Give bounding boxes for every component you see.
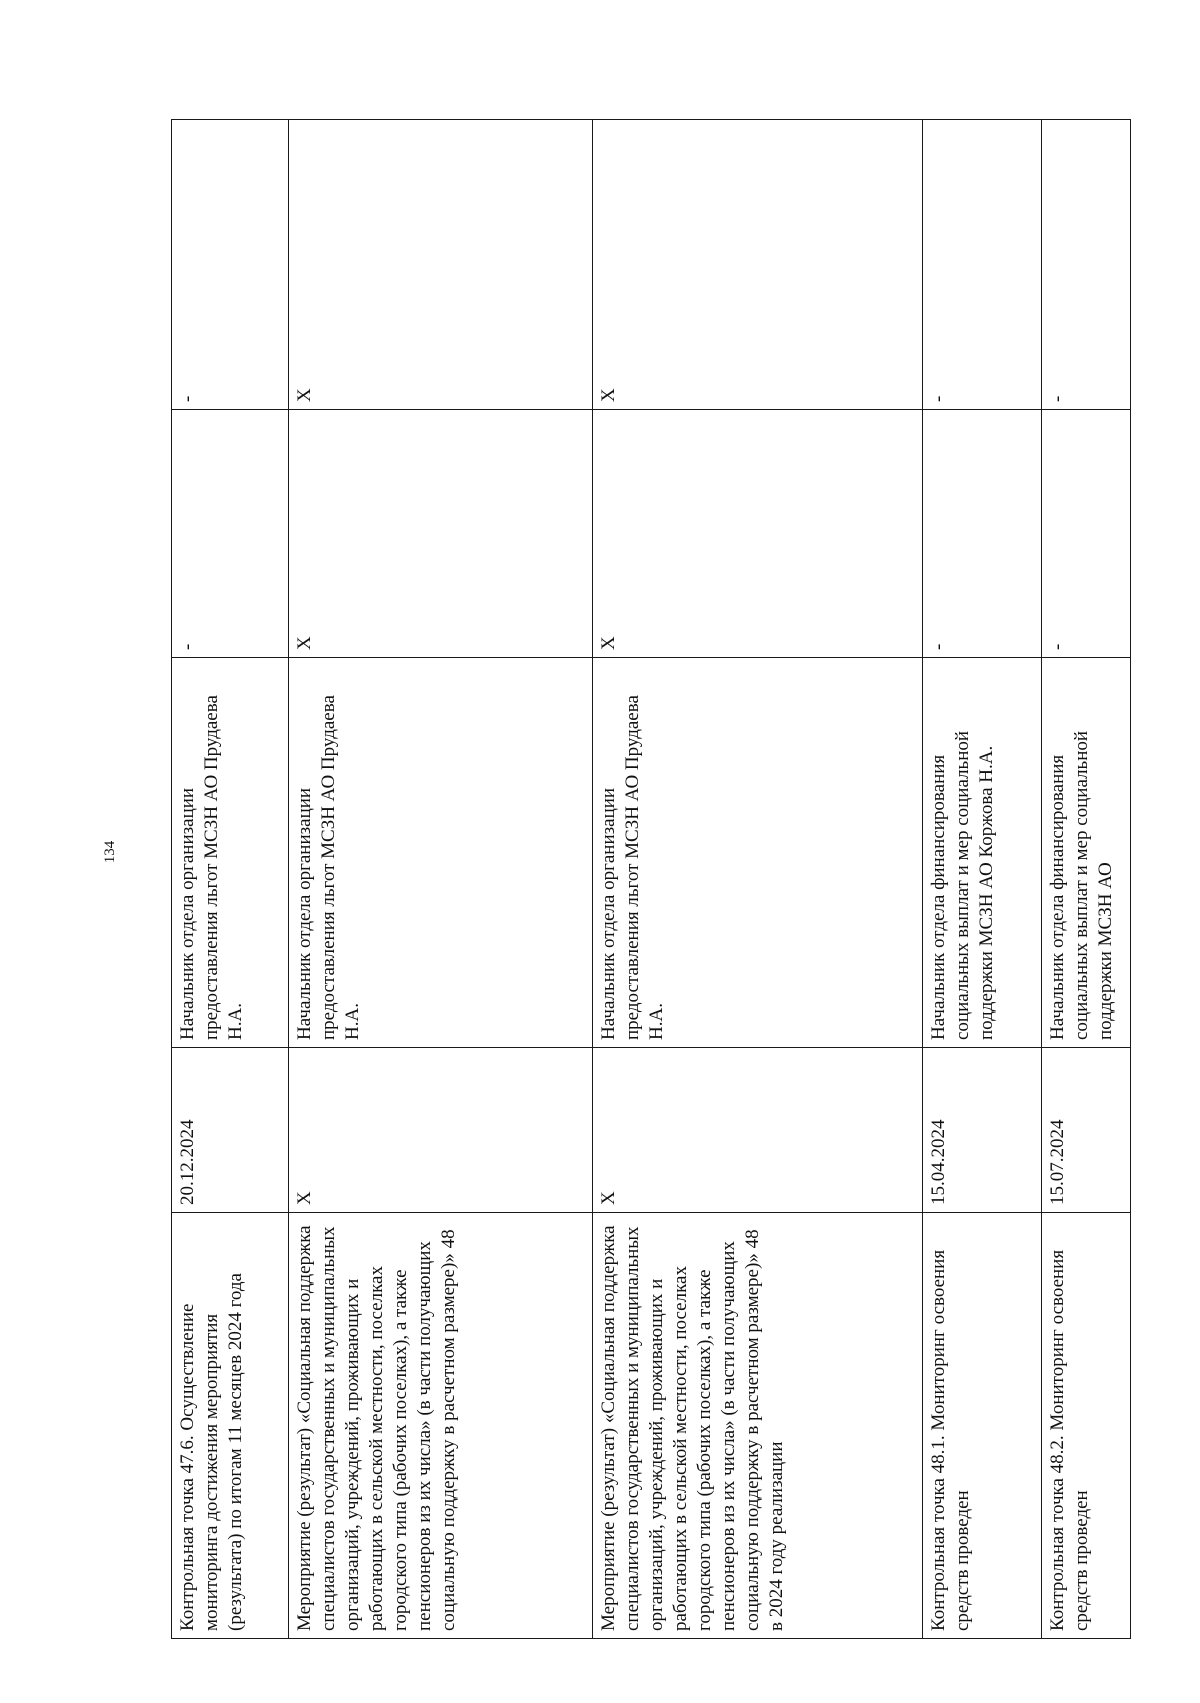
mark-cell: - <box>922 120 1041 410</box>
event-title-cell: Контрольная точка 47.6. Осуществление мониторинга достижения мероприятия (результата) по итогам 11 месяцев 2024 года <box>172 1213 289 1639</box>
table-row <box>922 120 1041 1639</box>
event-title-cell: Мероприятие (результат) «Социальная поддержка специалистов государственных и муниципальных организаций, учреждений, проживающих и работающих в сельской местности, поселках городского типа (рабочих поселках), а также пенсионеров из их числа» (в части получающих социальную поддержку в расчетном размере)» 48 <box>289 1213 593 1639</box>
event-title-cell: Контрольная точка 48.2. Мониторинг освоения средств проведен <box>1042 1213 1131 1639</box>
date-cell: 15.04.2024 <box>922 1048 1041 1213</box>
responsible-cell: Начальник отдела организации предоставления льгот МСЗН АО Прудаева Н.А. <box>289 658 593 1048</box>
mark-cell: - <box>1042 410 1131 658</box>
mark-cell: X <box>592 410 922 658</box>
mark-cell: - <box>922 410 1041 658</box>
date-cell: X <box>289 1048 593 1213</box>
page-number: 134 <box>102 840 118 864</box>
event-title-cell: Мероприятие (результат) «Социальная поддержка специалистов государственных и муниципальных организаций, учреждений, проживающих и работающих в сельской местности, поселках городского типа (рабочих поселках), а также пенсионеров из их числа» (в части получающих социальную поддержку в расчетном размере)» 48 в 2024 году реализации <box>592 1213 922 1639</box>
table-row <box>172 120 289 1639</box>
table-container <box>171 120 1131 1639</box>
responsible-cell: Начальник отдела финансирования социальных выплат и мер социальной поддержки МСЗН АО Коржова Н.А. <box>922 658 1041 1048</box>
date-cell: 20.12.2024 <box>172 1048 289 1213</box>
event-title-cell: Контрольная точка 48.1. Мониторинг освоения средств проведен <box>922 1213 1041 1639</box>
date-cell: 15.07.2024 <box>1042 1048 1131 1213</box>
responsible-cell: Начальник отдела организации предоставления льгот МСЗН АО Прудаева Н.А. <box>172 658 289 1048</box>
responsible-cell: Начальник отдела финансирования социальных выплат и мер социальной поддержки МСЗН АО <box>1042 658 1131 1048</box>
table-row <box>289 120 593 1639</box>
responsible-cell: Начальник отдела организации предоставления льгот МСЗН АО Прудаева Н.А. <box>592 658 922 1048</box>
date-cell: X <box>592 1048 922 1213</box>
mark-cell: - <box>172 410 289 658</box>
mark-cell: X <box>289 120 593 410</box>
table-row <box>1042 120 1131 1639</box>
mark-cell: - <box>1042 120 1131 410</box>
mark-cell: X <box>592 120 922 410</box>
mark-cell: X <box>289 410 593 658</box>
mark-cell: - <box>172 120 289 410</box>
table-row <box>592 120 922 1639</box>
control-points-table <box>171 119 1131 1639</box>
